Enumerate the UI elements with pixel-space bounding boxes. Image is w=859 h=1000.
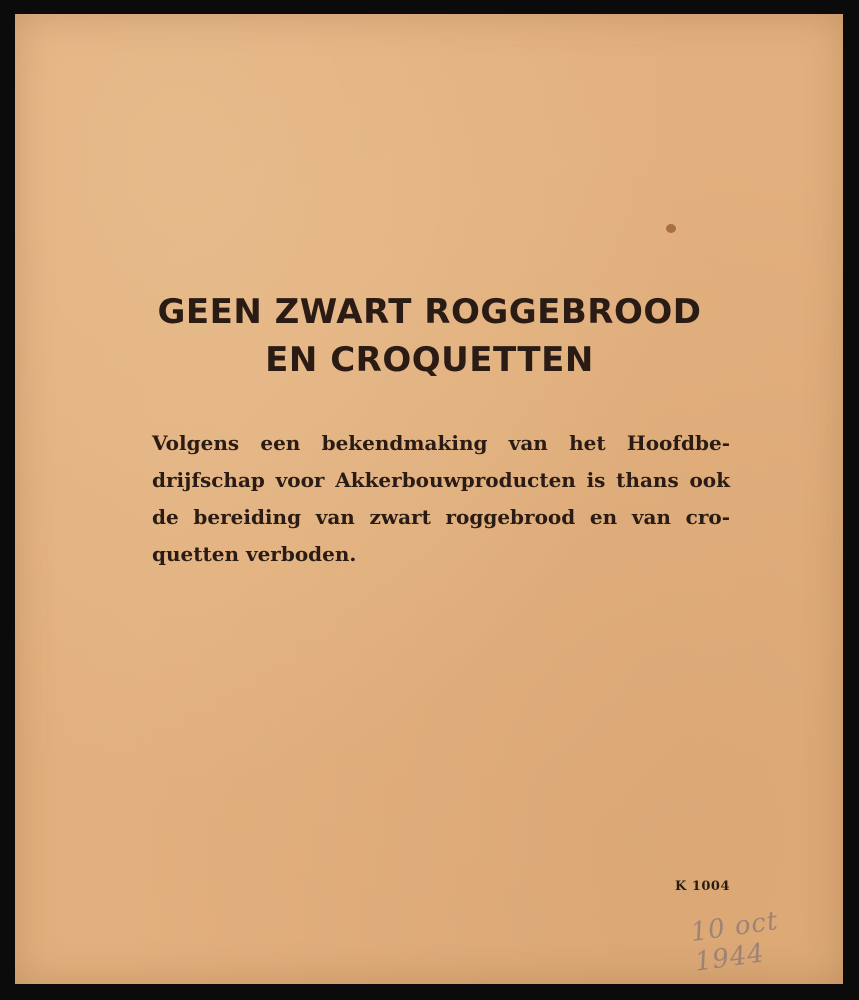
title-line-1: GEEN ZWART ROGGEBROOD: [157, 292, 702, 332]
document-body: [152, 425, 730, 573]
body-line-3: de bereiding van zwart roggebrood en van cro-: [152, 505, 730, 529]
handwritten-date: 10 oct 1944: [688, 906, 781, 978]
body-line-1: Volgens een bekendmaking van het Hoofdbe-: [152, 431, 730, 455]
body-line-4: quetten verboden.: [152, 542, 357, 566]
body-line-2: drijfschap voor Akkerbouwproducten is thans ook: [152, 468, 730, 492]
document-title: [0, 288, 859, 384]
paper-stain: [666, 224, 676, 233]
title-line-2: EN CROQUETTEN: [265, 340, 594, 380]
document-code: K 1004: [675, 879, 731, 894]
